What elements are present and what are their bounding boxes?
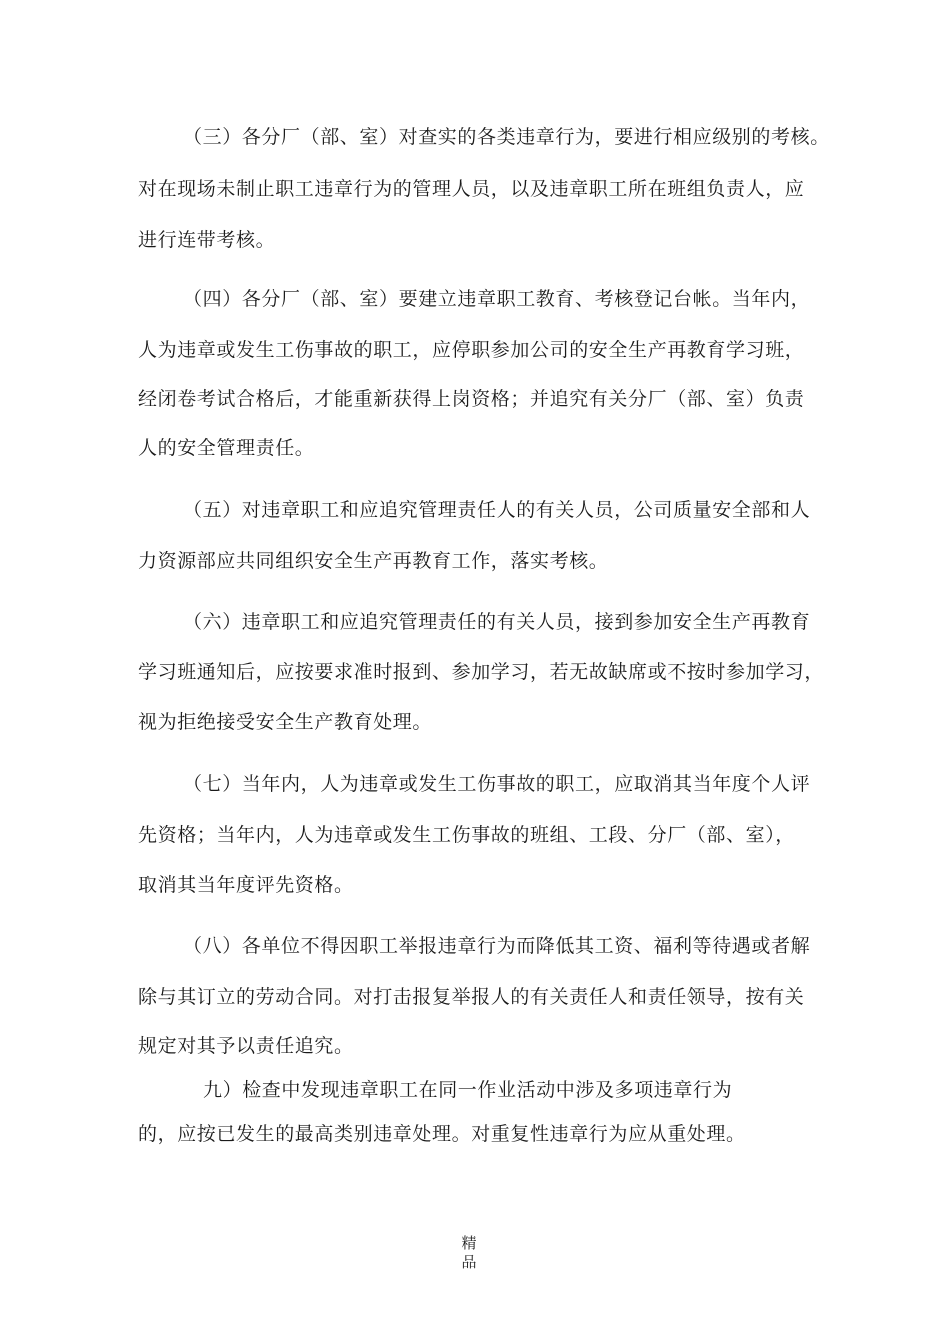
footer-char-2: 品 bbox=[461, 1253, 477, 1271]
footer-char-1: 精 bbox=[461, 1234, 477, 1252]
paragraph-7-line-2: 先资格；当年内，人为违章或发生工伤事故的班组、工段、分厂（部、室）， bbox=[138, 824, 795, 846]
paragraph-8-line-3: 规定对其予以责任追究。 bbox=[138, 1035, 354, 1057]
paragraph-3-line-1: （三）各分厂（部、室）对查实的各类违章行为，要进行相应级别的考核。 bbox=[183, 126, 830, 148]
paragraph-3-line-3: 进行连带考核。 bbox=[138, 229, 276, 251]
paragraph-7-line-1: （七）当年内，人为违章或发生工伤事故的职工，应取消其当年度个人评 bbox=[183, 773, 811, 795]
paragraph-3-line-2: 对在现场未制止职工违章行为的管理人员，以及违章职工所在班组负责人，应 bbox=[138, 178, 805, 200]
paragraph-4-line-1: （四）各分厂（部、室）要建立违章职工教育、考核登记台帐。当年内， bbox=[183, 288, 811, 310]
paragraph-5-line-2: 力资源部应共同组织安全生产再教育工作，落实考核。 bbox=[138, 550, 609, 572]
paragraph-8-line-1: （八）各单位不得因职工举报违章行为而降低其工资、福利等待遇或者解 bbox=[183, 935, 811, 957]
paragraph-4-line-3: 经闭卷考试合格后，才能重新获得上岗资格；并追究有关分厂（部、室）负责 bbox=[138, 388, 805, 410]
paragraph-9-line-1: 九）检查中发现违章职工在同一作业活动中涉及多项违章行为 bbox=[203, 1079, 733, 1101]
paragraph-4-line-4: 人的安全管理责任。 bbox=[138, 437, 315, 459]
paragraph-6-line-3: 视为拒绝接受安全生产教育处理。 bbox=[138, 711, 433, 733]
paragraph-7-line-3: 取消其当年度评先资格。 bbox=[138, 874, 354, 896]
paragraph-6-line-2: 学习班通知后，应按要求准时报到、参加学习，若无故缺席或不按时参加学习， bbox=[138, 661, 825, 683]
paragraph-5-line-1: （五）对违章职工和应追究管理责任人的有关人员，公司质量安全部和人 bbox=[183, 499, 811, 521]
paragraph-8-line-2: 除与其订立的劳动合同。对打击报复举报人的有关责任人和责任领导，按有关 bbox=[138, 986, 805, 1008]
paragraph-4-line-2: 人为违章或发生工伤事故的职工，应停职参加公司的安全生产再教育学习班， bbox=[138, 339, 805, 361]
paragraph-6-line-1: （六）违章职工和应追究管理责任的有关人员，接到参加安全生产再教育 bbox=[183, 611, 811, 633]
paragraph-9-line-2: 的，应按已发生的最高类别违章处理。对重复性违章行为应从重处理。 bbox=[138, 1123, 746, 1145]
